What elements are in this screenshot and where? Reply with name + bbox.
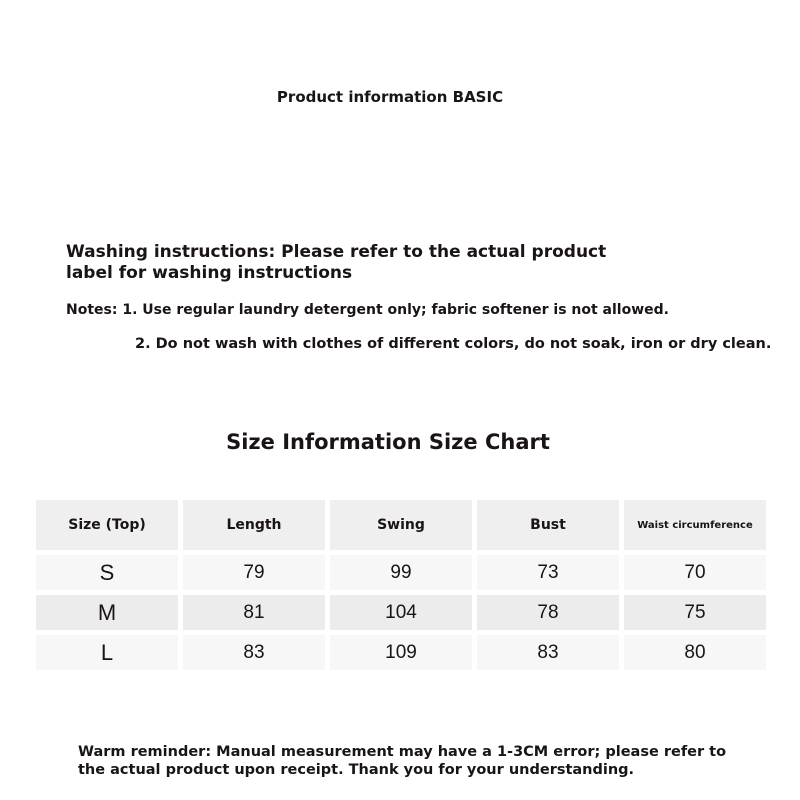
header-cell: Waist circumference [624, 500, 766, 550]
table-cell: 75 [624, 595, 766, 630]
header-cell: Bust [477, 500, 619, 550]
table-cell: 104 [330, 595, 472, 630]
table-cell: 83 [477, 635, 619, 670]
table-cell: 83 [183, 635, 325, 670]
table-cell: 79 [183, 555, 325, 590]
washing-instructions: Washing instructions: Please refer to the actual product label for washing instructions [66, 242, 607, 283]
page-title: Product information BASIC [276, 88, 504, 106]
table-cell: 80 [624, 635, 766, 670]
table-cell: 109 [330, 635, 472, 670]
size-chart-title: Size Information Size Chart [226, 430, 550, 454]
warm-reminder: Warm reminder: Manual measurement may have a 1-3CM error; please refer to the actual product upon receipt. Thank you for your understanding. [78, 744, 727, 778]
header-cell: Swing [330, 500, 472, 550]
note-2: 2. Do not wash with clothes of different colors, do not soak, iron or dry clean. [135, 336, 772, 352]
table-cell: 99 [330, 555, 472, 590]
table-cell: 78 [477, 595, 619, 630]
table-header [36, 500, 766, 550]
table-cell: 70 [624, 555, 766, 590]
table-row [36, 595, 766, 630]
table-cell: L [36, 635, 178, 670]
table-cell: M [36, 595, 178, 630]
note-1: Notes: 1. Use regular laundry detergent only; fabric softener is not allowed. [66, 302, 669, 318]
table-cell: 73 [477, 555, 619, 590]
table-row [36, 555, 766, 590]
header-cell: Length [183, 500, 325, 550]
table-row [36, 635, 766, 670]
table-cell: S [36, 555, 178, 590]
header-cell: Size (Top) [36, 500, 178, 550]
size-table [36, 500, 766, 675]
table-cell: 81 [183, 595, 325, 630]
